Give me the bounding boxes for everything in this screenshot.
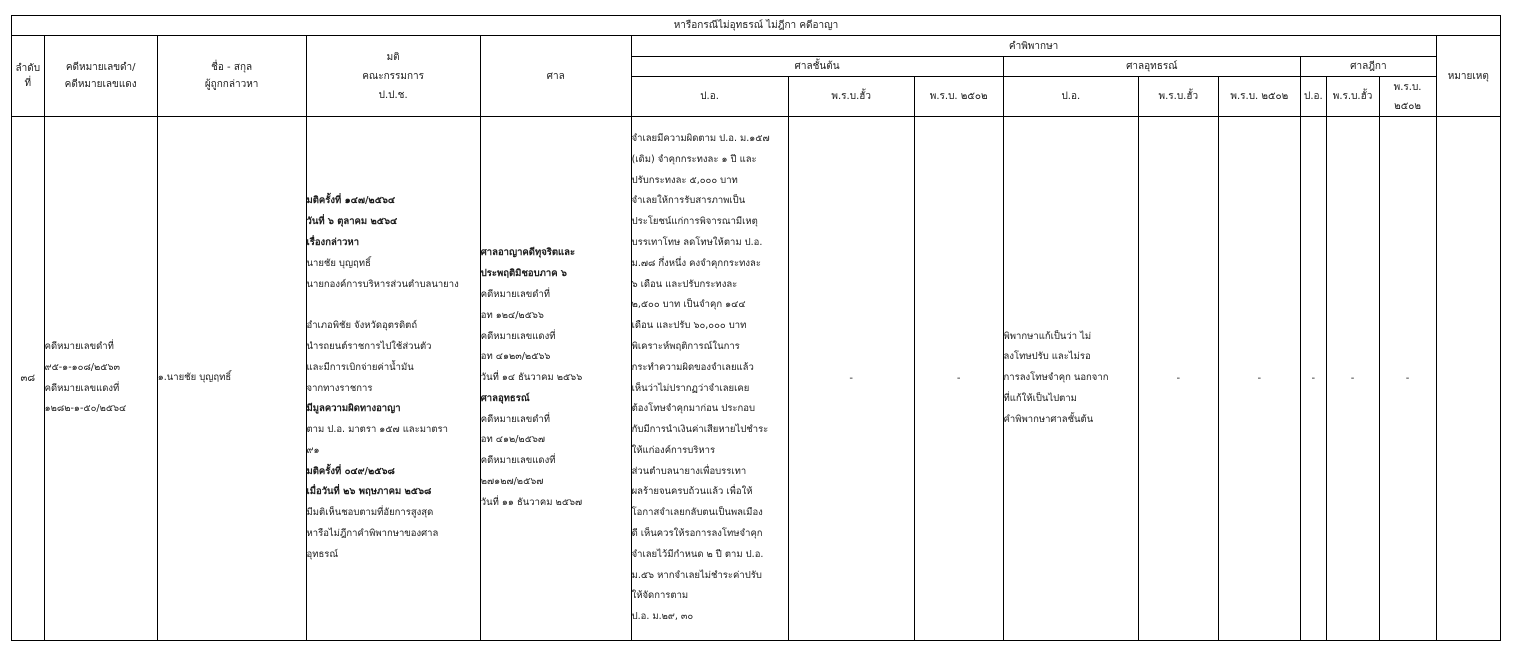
cell-line: คดีหมายเลขดำที่	[480, 413, 551, 425]
cell-line: จำเลยมีความผิดตาม ป.อ. ม.๑๕๗	[631, 132, 770, 144]
header-appeal-court: ศาลอุทธรณ์	[1003, 57, 1301, 77]
header-supreme-act-2502: พ.ร.บ. ๒๕๐๒	[1379, 77, 1436, 117]
row-appeal-po	[1003, 117, 1139, 641]
cell-line: นายกองค์การบริหารส่วนตำบลนายาง	[306, 278, 459, 290]
cell-line: คดีหมายเลขดำที่	[480, 288, 551, 300]
cell-line: (เดิม) จำคุกกระทงละ ๑ ปี และ	[631, 153, 757, 165]
cell-line: ให้จัดการตาม	[631, 590, 689, 602]
cell-line: วันที่ ๑๔ ธันวาคม ๒๕๖๖	[480, 372, 583, 384]
cell-line: การลงโทษจำคุก นอกจาก	[1003, 372, 1109, 384]
cell-line: คดีหมายเลขดำที่	[44, 340, 114, 352]
cell-line: อุทธรณ์	[306, 548, 339, 560]
header-name: ชื่อ - สกุล ผู้ถูกกล่าวหา	[157, 36, 306, 117]
header-supreme-po: ป.อ.	[1301, 77, 1326, 117]
cell-line: มติครั้งที่ ๐๔๙/๒๕๖๘	[306, 465, 395, 477]
cell-line: บรรเทาโทษ ลดโทษให้ตาม ป.อ.	[631, 236, 763, 248]
cell-line: ดี เห็นควรให้รอการลงโทษจำคุก	[631, 528, 763, 540]
header-first-po: ป.อ.	[631, 77, 788, 117]
cell-line: มีมูลความผิดทางอาญา	[306, 403, 401, 415]
cell-line: อท ๔๑๒๓/๒๕๖๖	[480, 351, 551, 363]
cell-line: ๒๗๑๒๗/๒๕๖๗	[480, 476, 544, 488]
cell-line: ๙๑	[306, 444, 320, 456]
cell-line: ที่แก้ให้เป็นไปตาม	[1003, 392, 1077, 404]
cell-line: นำรถยนต์ราชการไปใช้ส่วนตัว	[306, 340, 432, 352]
cell-line: ๑๒๘๒-๑-๕๐/๒๕๖๔	[44, 403, 127, 415]
cell-line: อำเภอพิชัย จังหวัดอุตรดิตถ์	[306, 320, 418, 332]
row-supreme-po: -	[1301, 117, 1326, 641]
cell-line: อท ๔๑๒/๒๕๖๗	[480, 434, 546, 446]
row-appeal-old-act: -	[1139, 117, 1218, 641]
header-judgment: คำพิพากษา	[631, 36, 1436, 57]
header-first-court: ศาลชั้นต้น	[631, 57, 1003, 77]
cell-line: ผลร้ายจนครบถ้วนแล้ว เพื่อให้	[631, 486, 753, 498]
cell-line: อท ๑๒๔/๒๕๖๖	[480, 309, 544, 321]
cell-line: พิเคราะห์พฤติการณ์ในการ	[631, 340, 740, 352]
cell-line: เดือน และปรับ ๖๐,๐๐๐ บาท	[631, 320, 747, 332]
cell-line: ๙๕-๑-๑๐๘/๒๕๖๓	[44, 361, 120, 373]
row-name	[157, 117, 306, 641]
cell-line: ๑.นายชัย บุญฤทธิ์	[157, 372, 232, 384]
cell-line: ประพฤติมิชอบภาค ๖	[480, 268, 567, 280]
cell-line: เมื่อวันที่ ๒๖ พฤษภาคม ๒๕๖๘	[306, 486, 432, 498]
header-appeal-old-act: พ.ร.บ.ฮั้ว	[1139, 77, 1218, 117]
row-resolution	[306, 117, 480, 641]
cell-line: เรื่องกล่าวหา	[306, 236, 360, 248]
cell-line: จากทางราชการ	[306, 382, 373, 394]
cell-line: พิพากษาแก้เป็นว่า ไม่	[1003, 330, 1092, 342]
cell-line: ม.๕๖ หากจำเลยไม่ชำระค่าปรับ	[631, 569, 762, 581]
cell-line: ป.อ. ม.๒๙, ๓๐	[631, 611, 694, 623]
row-first-old-act: -	[788, 117, 914, 641]
header-first-act-2502: พ.ร.บ. ๒๕๐๒	[914, 77, 1003, 117]
row-order: ๓๘	[12, 117, 45, 641]
header-remark: หมายเหตุ	[1436, 36, 1500, 117]
header-court: ศาล	[480, 36, 631, 117]
cell-line: ๒,๕๐๐ บาท เป็นจำคุก ๑๔๔	[631, 299, 746, 311]
row-remark	[1436, 117, 1500, 641]
cell-line: มติครั้งที่ ๑๔๗/๒๕๖๔	[306, 195, 396, 207]
cell-line: ให้แก่องค์การบริหาร	[631, 444, 716, 456]
row-appeal-act-2502: -	[1218, 117, 1301, 641]
cell-line: หารือไม่ฎีกาคำพิพากษาของศาล	[306, 528, 439, 540]
row-first-po	[631, 117, 788, 641]
cell-line: จำเลยให้การรับสารภาพเป็น	[631, 195, 746, 207]
cell-line: มีมติเห็นชอบตามที่อัยการสูงสุด	[306, 507, 434, 519]
header-appeal-po: ป.อ.	[1003, 77, 1139, 117]
cell-line: คดีหมายเลขแดงที่	[480, 455, 556, 467]
case-table	[11, 15, 1501, 641]
cell-line: กระทำความผิดของจำเลยแล้ว	[631, 361, 754, 373]
table-title: หารือกรณีไม่อุทธรณ์ ไม่ฎีกา คดีอาญา	[12, 16, 1501, 36]
cell-line: ส่วนตำบลนายางเพื่อบรรเทา	[631, 465, 747, 477]
row-case-no	[44, 117, 157, 641]
cell-line: ๖ เดือน และปรับกระทงละ	[631, 278, 738, 290]
cell-line: ประโยชน์แก่การพิจารณามีเหตุ	[631, 216, 758, 228]
cell-line	[307, 295, 480, 316]
cell-line: คดีหมายเลขแดงที่	[480, 330, 556, 342]
cell-line: คำพิพากษาศาลชั้นต้น	[1003, 413, 1094, 425]
row-court	[480, 117, 631, 641]
header-case-no: คดีหมายเลขดำ/ คดีหมายเลขแดง	[44, 36, 157, 117]
cell-line: กับมีการนำเงินค่าเสียหายไปชำระ	[631, 424, 769, 436]
cell-line: และมีการเบิกจ่ายค่าน้ำมัน	[306, 361, 414, 373]
header-supreme-old-act: พ.ร.บ.ฮั้ว	[1326, 77, 1379, 117]
row-first-act-2502: -	[914, 117, 1003, 641]
table-row	[12, 117, 1501, 641]
cell-line: คดีหมายเลขแดงที่	[44, 382, 120, 394]
cell-line: ม.๗๘ กึ่งหนึ่ง คงจำคุกกระทงละ	[631, 257, 761, 269]
cell-line: นายชัย บุญฤทธิ์	[306, 257, 371, 269]
cell-line: ศาลอาญาคดีทุจริตและ	[480, 247, 576, 259]
cell-line: จำเลยไว้มีกำหนด ๒ ปี ตาม ป.อ.	[631, 548, 764, 560]
header-supreme-court: ศาลฎีกา	[1301, 57, 1437, 77]
row-supreme-act-2502: -	[1379, 117, 1436, 641]
cell-line: ปรับกระทงละ ๕,๐๐๐ บาท	[631, 174, 738, 186]
header-appeal-act-2502: พ.ร.บ. ๒๕๐๒	[1218, 77, 1301, 117]
header-first-old-act: พ.ร.บ.ฮั้ว	[788, 77, 914, 117]
header-resolution: มติ คณะกรรมการ ป.ป.ช.	[306, 36, 480, 117]
cell-line: วันที่ ๖ ตุลาคม ๒๕๖๔	[306, 216, 398, 228]
cell-line: เห็นว่าไม่ปรากฏว่าจำเลยเคย	[631, 382, 750, 394]
cell-line: ศาลอุทธรณ์	[480, 392, 530, 404]
cell-line: ต้องโทษจำคุกมาก่อน ประกอบ	[631, 403, 756, 415]
header-order: ลำดับ ที่	[12, 36, 45, 117]
cell-line: โอกาสจำเลยกลับตนเป็นพลเมือง	[631, 507, 763, 519]
cell-line: วันที่ ๑๑ ธันวาคม ๒๕๖๗	[480, 496, 583, 508]
cell-line: ตาม ป.อ. มาตรา ๑๕๗ และมาตรา	[306, 424, 448, 436]
cell-line: ลงโทษปรับ และไม่รอ	[1003, 351, 1091, 363]
row-supreme-old-act: -	[1326, 117, 1379, 641]
